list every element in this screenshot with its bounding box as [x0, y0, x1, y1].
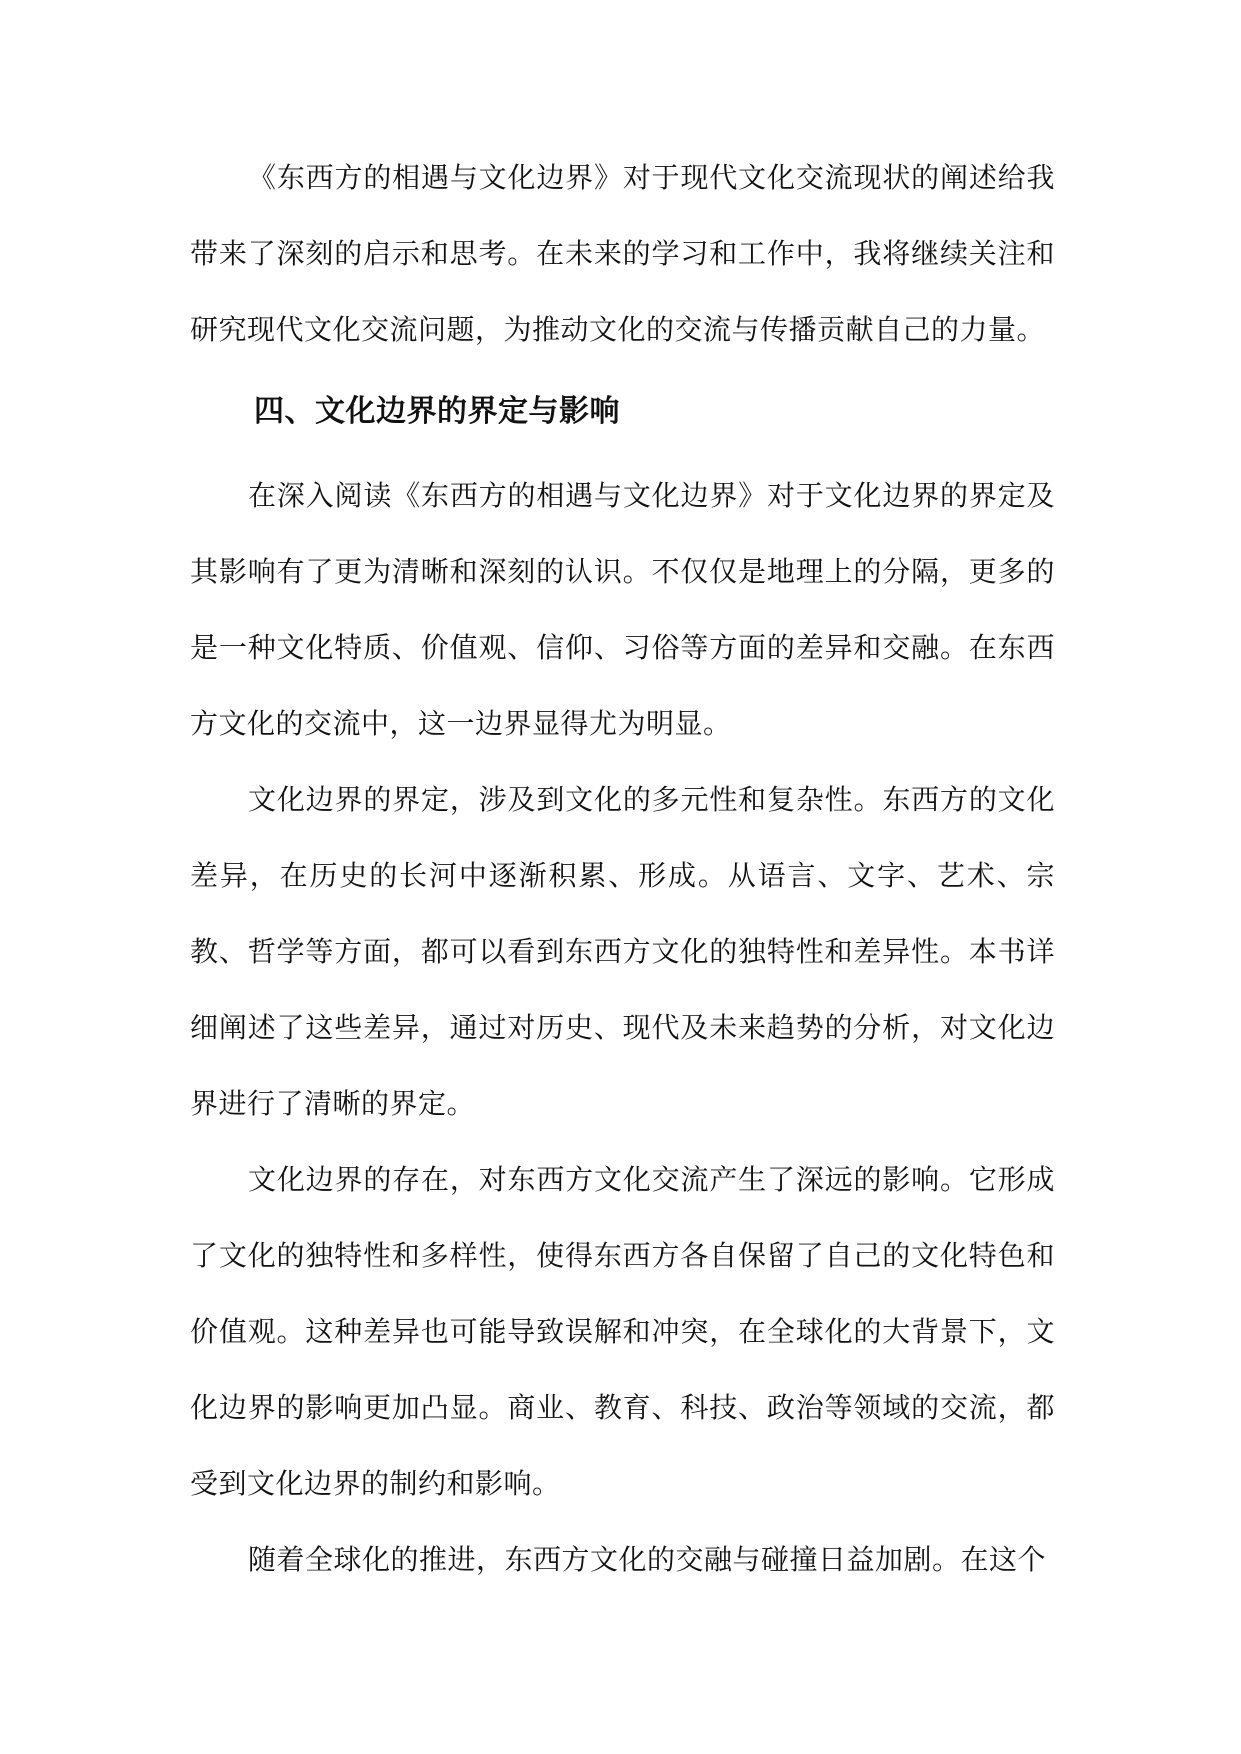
paragraph-boundary-definition: 文化边界的界定，涉及到文化的多元性和复杂性。东西方的文化差异，在历史的长河中逐渐积累、形成。从语言、文字、艺术、宗教、哲学等方面，都可以看到东西方文化的独特性和差异性。本书详细阐述了这些差异，通过对历史、现代及未来趋势的分析，对文化边界进行了清晰的界定。: [190, 783, 1055, 1120]
paragraph-globalization: 随着全球化的推进，东西方文化的交融与碰撞日益加剧。在这个: [248, 1543, 1047, 1576]
paragraph-boundary-definition-intro: 在深入阅读《东西方的相遇与文化边界》对于文化边界的界定及其影响有了更为清晰和深刻的认识。不仅仅是地理上的分隔，更多的是一种文化特质、价值观、信仰、习俗等方面的差异和交融。在东西方文化的交流中，这一边界显得尤为明显。: [190, 479, 1055, 740]
document-body: [190, 140, 1055, 1598]
paragraph-closing-reflection: 《东西方的相遇与文化边界》对于现代文化交流现状的阐述给我带来了深刻的启示和思考。在未来的学习和工作中，我将继续关注和研究现代文化交流问题，为推动文化的交流与传播贡献自己的力量。: [190, 161, 1055, 346]
paragraph-boundary-impact: 文化边界的存在，对东西方文化交流产生了深远的影响。它形成了文化的独特性和多样性，使得东西方各自保留了自己的文化特色和价值观。这种差异也可能导致误解和冲突，在全球化的大背景下，文化边界的影响更加凸显。商业、教育、科技、政治等领域的交流，都受到文化边界的制约和影响。: [190, 1163, 1055, 1500]
section-heading: 四、文化边界的界定与影响: [254, 394, 620, 429]
